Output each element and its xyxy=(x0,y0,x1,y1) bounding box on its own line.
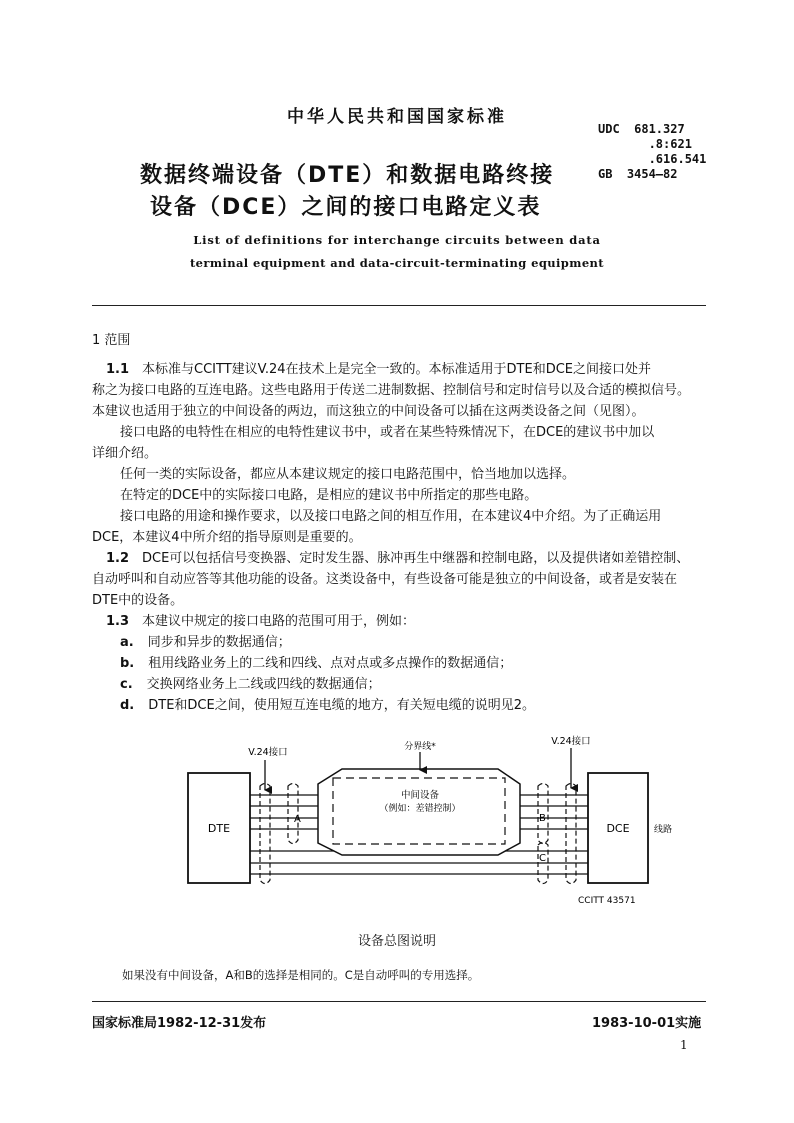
list-marker: b. xyxy=(120,656,135,671)
label-b: B xyxy=(539,813,546,824)
clause-1-1-line3: 本建议也适用于独立的中间设备的两边，而这独立的中间设备可以插在这两类设备之间（见图）。 xyxy=(92,404,645,419)
list-marker: d. xyxy=(120,698,135,713)
clause-1-2-line2: 自动呼叫和自动应答等其他功能的设备。这类设备中，有些设备可能是独立的中间设备，或者是安装在 xyxy=(92,572,678,587)
document-title-line2: 设备（DCE）之间的接口电路定义表 xyxy=(150,195,542,220)
figure-note: 如果没有中间设备，A和B的选择是相同的。C是自动呼叫的专用选择。 xyxy=(122,968,480,982)
list-marker: a. xyxy=(120,635,134,650)
paragraph-2-line1: 接口电路的电特性在相应的电特性建议书中，或者在某些特殊情况下，在DCE的建议书中加以 xyxy=(120,425,655,440)
intermediate-label-2: （例如：差错控制） xyxy=(379,804,461,814)
clause-1-2-line3: DTE中的设备。 xyxy=(92,593,184,608)
list-text: 同步和异步的数据通信； xyxy=(147,635,291,650)
bracket-right-v24 xyxy=(566,784,576,884)
boundary-label: 分界线* xyxy=(404,742,436,752)
line-label: 线路 xyxy=(654,825,673,835)
list-text: 交换网络业务上二线或四线的数据通信； xyxy=(146,677,381,692)
section-1-title: 1 范围 xyxy=(92,333,131,348)
bracket-left-v24 xyxy=(260,784,270,884)
effective-date: 1983-10-01实施 xyxy=(592,1016,702,1031)
udc-lines: UDC 681.327 .8:621 .616.541 xyxy=(598,122,707,166)
english-title-line1: List of definitions for interchange circuits between data xyxy=(193,233,601,247)
footer-divider xyxy=(92,1001,706,1002)
clause-number: 1.3 xyxy=(106,614,130,629)
list-marker: c. xyxy=(120,677,133,692)
paragraph-5-line1: 接口电路的用途和操作要求，以及接口电路之间的相互作用，在本建议4中介绍。为了正确运用 xyxy=(120,509,662,524)
clause-1-1-line2: 称之为接口电路的互连电路。这些电路用于传送二进制数据、控制信号和定时信号以及合适的模拟信号。 xyxy=(92,383,691,398)
english-title-line2: terminal equipment and data-circuit-terminating equipment xyxy=(189,256,605,270)
clause-1-3-text: 本建议中规定的接口电路的范围可用于，例如： xyxy=(142,614,416,629)
v24-right-label: V.24接口 xyxy=(551,736,591,747)
national-standard-heading: 中华人民共和国国家标准 xyxy=(287,107,507,127)
label-c: C xyxy=(539,853,546,864)
clause-number: 1.2 xyxy=(106,551,130,566)
clause-number: 1.1 xyxy=(106,362,130,377)
intermediate-label-1: 中间设备 xyxy=(400,790,440,801)
clause-1-2-line1: DCE可以包括信号变换器、定时发生器、脉冲再生中继器和控制电路，以及提供诸如差错控制、 xyxy=(142,551,690,566)
issue-date: 国家标准局1982-12-31发布 xyxy=(92,1016,267,1031)
paragraph-5-line2: DCE，本建议4中所介绍的指导原则是重要的。 xyxy=(92,530,362,545)
figure-caption: 设备总图说明 xyxy=(357,934,436,949)
paragraph-2-line2: 详细介绍。 xyxy=(92,446,158,461)
dce-label: DCE xyxy=(606,822,630,835)
page-number: 1 xyxy=(680,1038,688,1052)
dte-label: DTE xyxy=(207,822,231,835)
paragraph-3: 任何一类的实际设备，都应从本建议规定的接口电路范围中，恰当地加以选择。 xyxy=(120,467,576,482)
list-text: 租用线路业务上的二线和四线、点对点或多点操作的数据通信； xyxy=(148,656,513,671)
v24-left-label: V.24接口 xyxy=(248,747,288,758)
ccitt-reference: CCITT 43571 xyxy=(578,896,636,906)
gb-number: GB 3454—82 xyxy=(598,167,678,181)
clause-1-1-line1: 本标准与CCITT建议V.24在技术上是完全一致的。本标准适用于DTE和DCE之间接口处并 xyxy=(142,362,651,377)
label-a: A xyxy=(294,814,301,825)
document-title-line1: 数据终端设备（DTE）和数据电路终接 xyxy=(140,163,555,188)
list-text: DTE和DCE之间，使用短互连电缆的地方，有关短电缆的说明见2。 xyxy=(148,698,535,713)
paragraph-4: 在特定的DCE中的实际接口电路，是相应的建议书中所指定的那些电路。 xyxy=(120,488,538,503)
